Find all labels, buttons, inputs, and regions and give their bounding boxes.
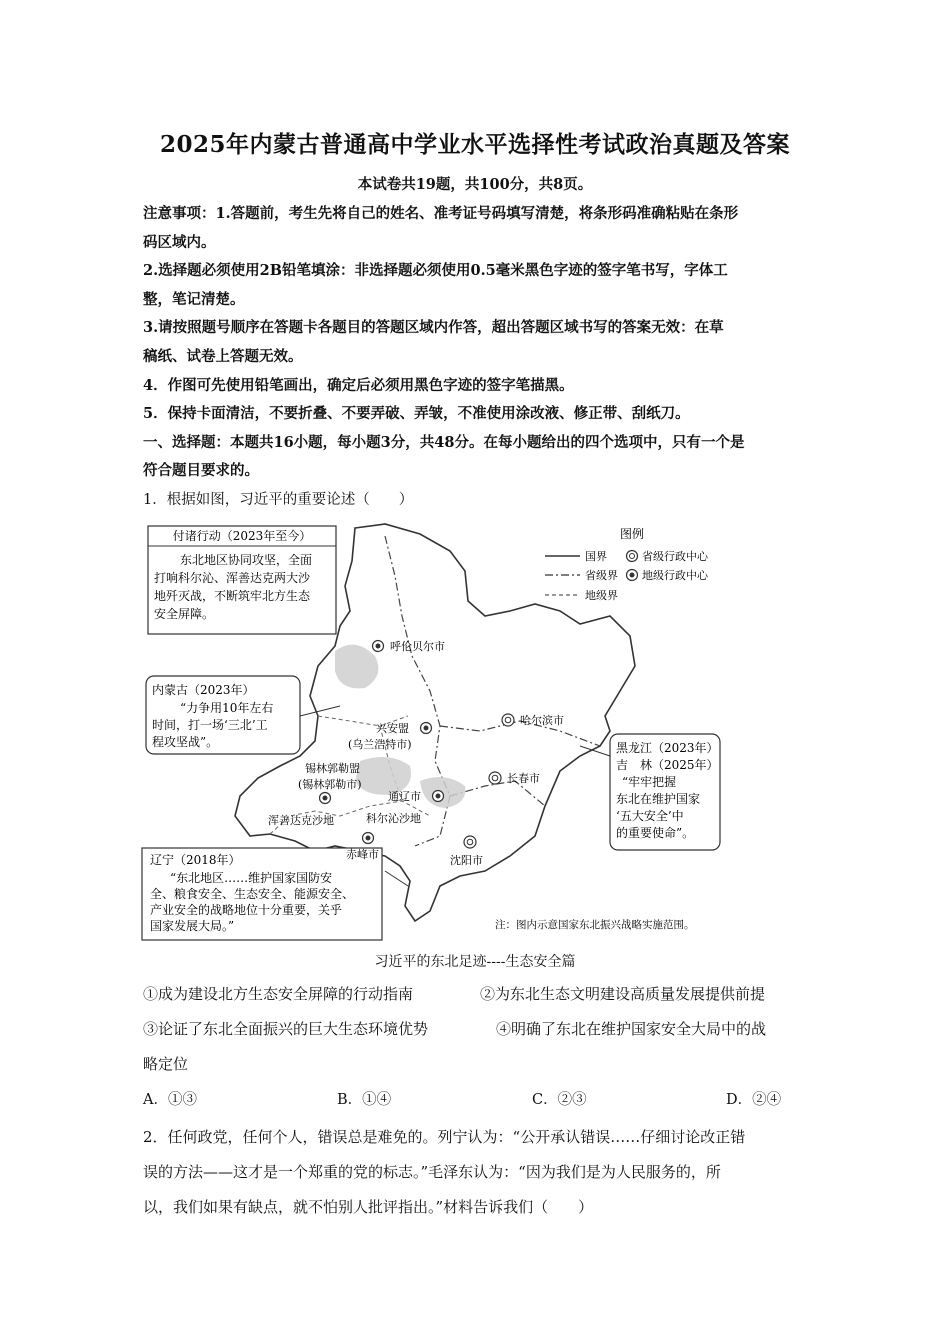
city-label: 呼伦贝尔市 [390, 640, 445, 653]
option-4: ④明确了东北在维护国家安全大局中的战 [496, 1020, 767, 1038]
note-line: 4．作图可先使用铅笔画出，确定后必须用黑色字迹的签字笔描黑。 [143, 376, 574, 394]
callout-box-ln-line: 产业安全的战略地位十分重要，关乎 [150, 903, 343, 917]
option-4-continued: 略定位 [143, 1055, 189, 1073]
city-label: 哈尔滨市 [520, 714, 564, 727]
callout-box-action-line: 地歼灭战，不断筑牢北方生态 [154, 589, 311, 603]
callout-box-ln-title: 辽宁（2018年） [150, 853, 241, 867]
callout-box-action-line: 东北地区协同攻坚，全面 [180, 553, 313, 567]
callout-box-nm-line: 程攻坚战”。 [152, 735, 219, 749]
callout-box-action-title: 付诸行动（2023年至今） [172, 529, 312, 543]
callout-box-ln-line: “东北地区……维护国家国防安 [170, 871, 333, 885]
callout-box-ln-line: 全、粮食安全、生态安全、能源安全、 [150, 887, 355, 901]
callout-box-hlj-line: 黑龙江（2023年） [616, 741, 719, 755]
prefecture-center-icon-dot [424, 726, 429, 731]
callout-box-nm-line: 内蒙古（2023年） [152, 683, 255, 697]
legend-prefecture-center-icon-inner [630, 573, 635, 578]
callout-box-nm-line: 时间，打一场‘三北’工 [152, 718, 268, 732]
exam-notes [143, 200, 807, 486]
option-1: ①成为建设北方生态安全屏障的行动指南 [143, 985, 414, 1003]
option-3: ③论证了东北全面振兴的巨大生态环境优势 [143, 1020, 429, 1038]
legend-prefecture-center: 地级行政中心 [642, 569, 708, 582]
legend-country-border: 国界 [585, 550, 607, 563]
city-tongliao [388, 790, 444, 803]
callout-box-nm-line: “力争用10年左右 [180, 701, 274, 715]
page-title: 2025年内蒙古普通高中学业水平选择性考试政治真题及答案 [159, 131, 790, 158]
callout-box-ln-line: 国家发展大局。” [150, 919, 235, 933]
callout-box-hlj-line: 的重要使命”。 [616, 826, 695, 840]
choice-b[interactable]: B．①④ [337, 1092, 392, 1108]
question-line: 误的方法——这才是一个郑重的党的标志。”毛泽东认为：“因为我们是为人民服务的，所 [143, 1163, 721, 1181]
note-line: 整，笔记清楚。 [143, 290, 245, 308]
question-line: 2．任何政党，任何个人，错误总是难免的。列宁认为：“公开承认错误……仔细讨论改正错 [143, 1128, 746, 1146]
callout-box-hlj-line: 东北在维护国家 [616, 792, 701, 806]
note-line: 注意事项：1.答题前，考生先将自己的姓名、准考证号码填写清楚，将条形码准确粘贴在条形 [143, 205, 739, 222]
callout-box-action-line: 打响科尔沁、浑善达克两大沙 [154, 571, 311, 585]
question-2-stem [143, 1120, 807, 1225]
callout-box-hlj-line: ‘五大安全’中 [616, 809, 684, 823]
note-line: 3.请按照题号顺序在答题卡各题目的答题区域内作答，超出答题区域书写的答案无效：在草 [143, 319, 724, 337]
exam-subtitle: 本试卷共19题，共100分，共8页。 [357, 176, 593, 193]
question-1-stem: 1．根据如图，习近平的重要论述（ ） [143, 492, 414, 508]
provincial-capital-icon-inner [467, 839, 473, 845]
option-2: ②为东北生态文明建设高质量发展提供前提 [480, 985, 766, 1003]
choice-c[interactable]: C．②③ [532, 1092, 587, 1108]
legend-provincial-capital-icon-inner [630, 554, 635, 559]
section-heading: 符合题目要求的。 [143, 462, 259, 480]
note-line: 5．保持卡面清洁，不要折叠、不要弄破、弄皱，不准使用涂改液、修正带、刮纸刀。 [143, 405, 690, 423]
prefecture-center-icon-dot [436, 794, 441, 799]
callout-box-hlj-line: 吉 林（2025年） [616, 758, 719, 772]
city-label: 通辽市 [388, 790, 421, 803]
provincial-capital-icon-inner [505, 717, 511, 723]
map-note: 注：图内示意国家东北振兴战略实施范围。 [495, 919, 695, 931]
region-label-hunshandake: 浑善达克沙地 [268, 814, 334, 827]
region-label-horqin: 科尔沁沙地 [366, 812, 421, 825]
provincial-capital-icon-inner [492, 775, 498, 781]
city-changchun [489, 772, 540, 785]
legend-province-border: 省级界 [585, 569, 618, 582]
city-label: 沈阳市 [450, 854, 483, 867]
city-label: 锡林郭勒盟 [305, 762, 360, 775]
question-line: 以，我们如果有缺点，就不怕别人批评指出。”材料告诉我们（ ） [143, 1198, 594, 1216]
prefecture-center-icon-dot [323, 796, 328, 801]
callout-box-hlj-line: “牢牢把握 [622, 775, 677, 789]
note-line: 稿纸、试卷上答题无效。 [143, 347, 303, 365]
northeast-map-figure [140, 516, 740, 946]
city-label: 兴安盟 [376, 722, 409, 735]
city-label: 赤峰市 [346, 848, 379, 861]
city-harbin [502, 713, 564, 727]
callout-box-action-line: 安全屏障。 [154, 607, 215, 621]
legend-title: 图例 [620, 527, 645, 541]
choice-a[interactable]: A．①③ [143, 1092, 197, 1108]
map-caption: 习近平的东北足迹----生态安全篇 [374, 954, 576, 970]
note-line: 码区域内。 [143, 233, 216, 251]
legend-prefecture-border: 地级界 [585, 589, 618, 602]
city-label: (锡林郭勒市) [298, 778, 362, 791]
prefecture-center-icon-dot [366, 836, 371, 841]
city-label: 长春市 [507, 772, 540, 785]
section-heading: 一、选择题：本题共16小题，每小题3分，共48分。在每小题给出的四个选项中，只有一个是 [143, 433, 745, 451]
note-line: 2.选择题必须使用2B铅笔填涂：非选择题必须使用0.5毫米黑色字迹的签字笔书写，字体工 [143, 262, 728, 280]
prefecture-center-icon-dot [376, 644, 381, 649]
choice-d[interactable]: D．②④ [726, 1092, 782, 1108]
city-label: (乌兰浩特市) [348, 738, 412, 751]
legend-provincial-capital: 省级行政中心 [642, 550, 708, 563]
